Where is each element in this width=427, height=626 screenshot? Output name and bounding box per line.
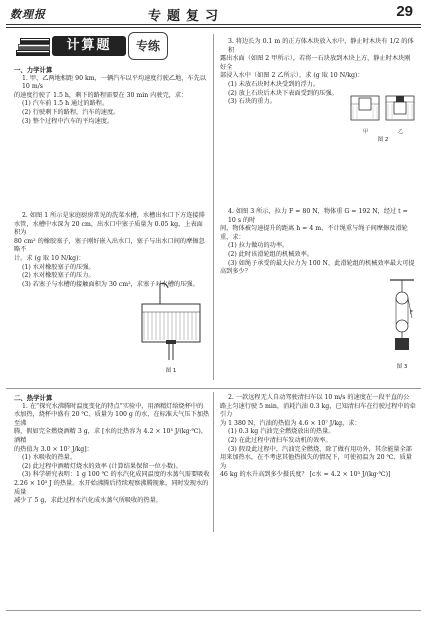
figure-2 [348, 90, 418, 143]
q4-line: (1) 拉力做功的功率。 [228, 242, 289, 250]
q3-line: (2) 放上石块后木块下表面受到的压强。 [228, 89, 338, 97]
banner-title: 计算题 [52, 36, 126, 56]
heat-q2-line: 路上匀速行驶 5 min，消耗汽油 0.3 kg，已知清扫车在行驶过程中的牵引力 [220, 402, 416, 419]
figure-1 [138, 282, 204, 374]
heat-q1-line: (1) 水吸收的热量。 [22, 454, 77, 462]
q1-line: (1) 汽车前 1.5 h 通过的路程。 [22, 100, 109, 108]
heat-q2-line: (3) 假设此过程中，汽油完全燃烧，除了做有用功外，其余能量全部 [228, 445, 412, 453]
q1-line: (3) 整个过程中汽车的平均速度。 [22, 117, 114, 125]
figure-2-caption: 图 2 [377, 137, 389, 143]
bottom-right-column [220, 394, 416, 480]
heat-q1-line: (3) 科学研究表明：1 g 100 ℃ 的水汽化成同温度的水蒸气需要吸收 [22, 471, 210, 479]
column-title: 专题复习 [148, 9, 225, 24]
q4-line: (2) 此时该滑轮组的机械效率。 [228, 250, 313, 258]
q4-line: 间，物体被匀速提升的距离 h = 4 m，不计绳重与绳子间摩擦及滑轮重，求： [220, 225, 408, 241]
heat-q2-line: 用来加热水，在不考虑其他热损失的情况下，可使初温为 20 ℃、质量为 [220, 454, 412, 470]
q2-line: 计。求 (g 取 10 N/kg)： [14, 254, 85, 262]
left-column [14, 66, 208, 126]
heat-q2-line: (1) 0.3 kg 汽油完全燃烧放出的热量。 [228, 428, 335, 436]
q2-line: 80 cm² 的橡胶塞子，塞子刚好嵌入出水口，塞子与出水口间的摩擦忽略不 [14, 237, 205, 254]
heat-q2-line: 为 1 380 N，汽油的热值为 4.6 × 10⁷ J/kg，求： [220, 419, 361, 427]
q3-line: (3) 石块的重力。 [228, 98, 276, 106]
heat-q1-line: 1. 在“探究水沸腾时温度变化的特点”实验中，用酒精灯给烧杯中的 [22, 402, 204, 410]
q3-line: (1) 未放石块时木块受到的浮力。 [228, 80, 320, 88]
banner-seal: 专练 [128, 32, 168, 60]
column-divider-bottom [213, 392, 214, 532]
figure-2-label-a: 甲 [362, 129, 368, 135]
right-column-q4 [220, 208, 416, 277]
heat-q1-line: 水加热，烧杯中盛有 20 ℃、质量为 100 g 的水，在标准大气压下加热至沸 [14, 411, 210, 427]
q1-line: (2) 行驶剩下的路程，汽车的速度。 [22, 108, 120, 116]
q2-line: (3) 若塞子与水槽的接触面积为 30 cm²，求塞子对水槽的压强。 [22, 280, 199, 288]
column-divider [213, 34, 214, 380]
books-icon [14, 34, 56, 60]
figure-3-caption: 图 3 [396, 364, 408, 370]
force-label: F [410, 310, 413, 316]
left-column-q2 [14, 212, 208, 289]
q3-line: 3. 将边长为 0.1 m 的正方体木块放入水中，静止时木块有 1/2 的体积 [228, 38, 414, 54]
header-rule-thin [6, 27, 421, 28]
q4-line: 4. 如图 3 所示，拉力 F = 80 N，物体重 G = 192 N，经过 t = 10 s 的时 [228, 208, 408, 224]
pulley-diagram [388, 278, 416, 358]
page-bottom-rule [6, 610, 421, 611]
q2-line: (2) 水对橡胶塞子的压力。 [22, 272, 95, 280]
q2-line: (1) 水对橡胶塞子的压强。 [22, 263, 95, 271]
bottom-left-column [14, 394, 210, 506]
header-rule [6, 24, 421, 25]
figure-3 [388, 278, 416, 370]
heat-q1-line: 减少了 5 g，求此过程水汽化成水蒸气所吸收的热量。 [14, 497, 162, 505]
page-number: 29 [396, 3, 413, 20]
figure-1-caption: 图 1 [165, 368, 177, 374]
heat-q1-line: 的热值为 3.0 × 10⁷ J/kg]： [14, 445, 93, 453]
q1-line: 的速度行驶了 1.5 h，剩下的路程需要在 30 min 内驶完，求： [14, 91, 188, 99]
q2-line: 水管，水槽中水深为 20 cm，出水口中塞子质量为 0.05 kg，上表面积为 [14, 220, 203, 237]
heat-q2-line: (2) 在此过程中清扫车发动机的效率。 [228, 436, 332, 444]
section-heading-mechanics: 一、力学计算 [14, 66, 53, 74]
figure-2-label-b: 乙 [397, 129, 403, 135]
sink-diagram [138, 282, 204, 362]
q1-line: 1. 甲、乙两地相距 90 km，一辆汽车以平均速度行驶乙地，车先以 10 m/s [22, 74, 206, 91]
heat-q2-line: 46 kg 的水升高到多少摄氏度？ [c水 = 4.2 × 10³ J/(kg·℃)] [220, 471, 391, 479]
heat-q1-line: 腾，假如完全燃烧酒精 3 g，求 [水的比热容为 4.2 × 10³ J/(kg·℃)，酒精 [14, 428, 208, 444]
q4-line: 高到多少？ [220, 268, 251, 276]
page-header [0, 0, 427, 28]
heat-q1-line: 2.26 × 10³ J 的热量。水开始沸腾后持续观察沸腾现象，同时发现水的质量 [14, 479, 209, 496]
section-divider [6, 388, 421, 389]
q3-line: 露出水面（如图 2 甲所示），若将一石块放到木块上方，静止时木块刚好全 [220, 55, 411, 71]
q2-line: 2. 如图 1 所示是家庭厨房常见的洗菜水槽，水槽出水口下方连接排 [22, 212, 205, 219]
heat-q1-line: (2) 此过程中酒精灯烧水的效率 (计算结果保留一位小数)。 [22, 462, 182, 470]
newspaper-logo: 数理报 [10, 8, 46, 21]
q4-line: (3) 如绳子承受的最大拉力为 100 N，此滑轮组的机械效率最大可提 [228, 259, 415, 267]
beakers-diagram [348, 90, 418, 124]
heat-q2-line: 2. 一款远程无人自动驾驶清扫车以 10 m/s 的速度在一段平直的公 [228, 394, 410, 401]
q3-line: 部浸入水中（如图 2 乙所示），求 (g 取 10 N/kg)： [220, 72, 364, 80]
section-heading-heat: 二、热学计算 [14, 394, 53, 402]
